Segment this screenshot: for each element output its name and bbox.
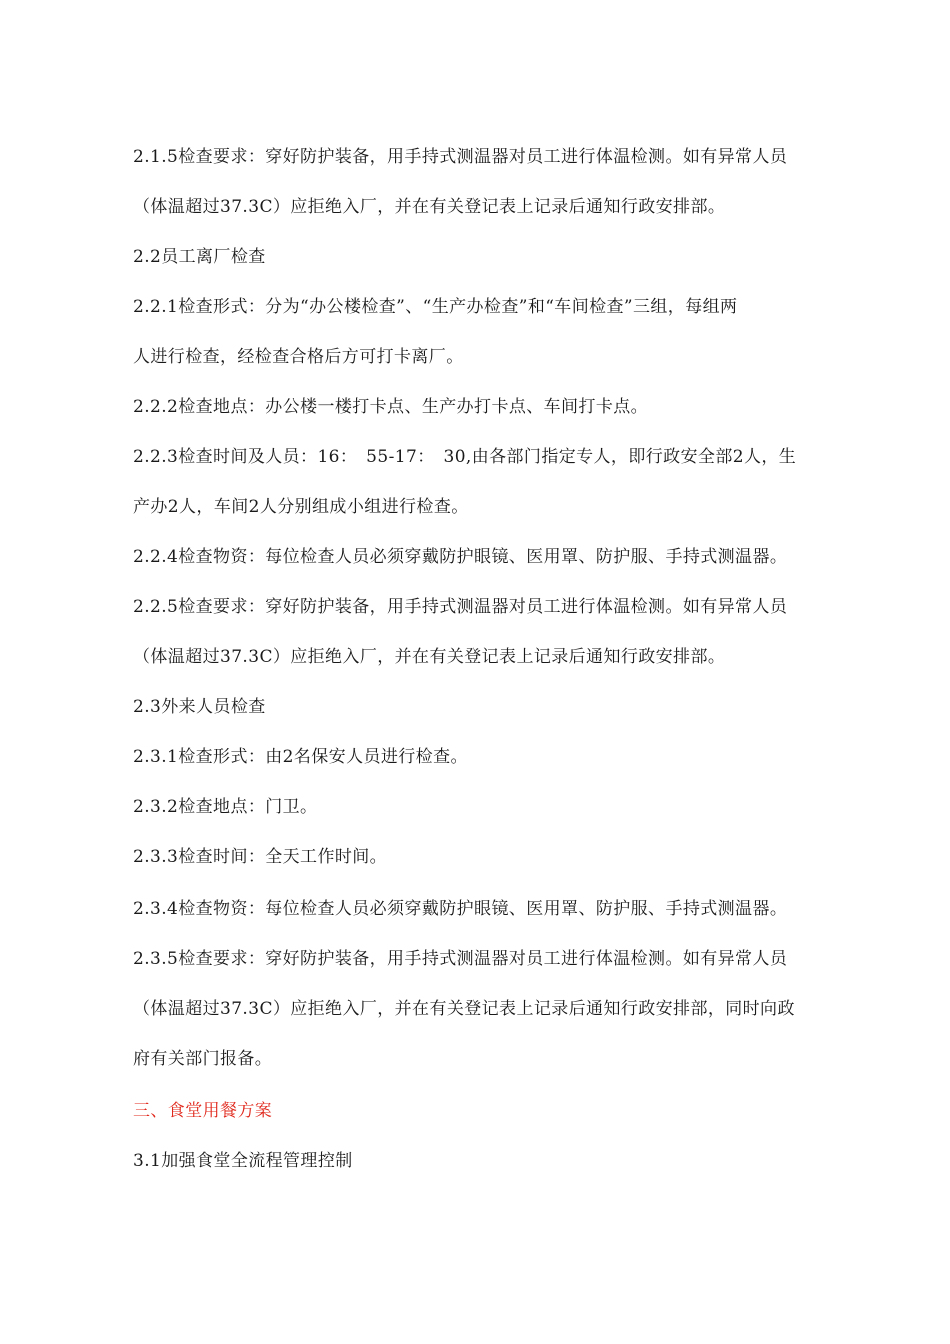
section-heading-2-3: 2.3外来人员检查 — [133, 697, 266, 717]
paragraph-2-2-2: 2.2.2检查地点：办公楼一楼打卡点、生产办打卡点、车间打卡点。 — [133, 397, 649, 417]
paragraph-2-2-3-line-2: 产办2人，车间2人分别组成小组进行检查。 — [133, 497, 469, 517]
paragraph-2-2-5-line-2: （体温超过37.3C）应拒绝入厂，并在有关登记表上记录后通知行政安排部。 — [133, 647, 726, 667]
paragraph-2-1-5-line-1: 2.1.5检查要求：穿好防护装备，用手持式测温器对员工进行体温检测。如有异常人员 — [133, 147, 788, 167]
paragraph-2-3-3: 2.3.3检查时间：全天工作时间。 — [133, 847, 388, 867]
paragraph-2-1-5-line-2: （体温超过37.3C）应拒绝入厂，并在有关登记表上记录后通知行政安排部。 — [133, 197, 726, 217]
paragraph-2-3-4: 2.3.4检查物资：每位检查人员必须穿戴防护眼镜、医用罩、防护服、手持式测温器。 — [133, 899, 788, 919]
paragraph-2-3-5-line-3: 府有关部门报备。 — [133, 1049, 273, 1069]
chapter-heading-3: 三、食堂用餐方案 — [133, 1101, 273, 1121]
paragraph-2-2-3-line-1: 2.2.3检查时间及人员：16： 55-17： 30,由各部门指定专人，即行政安全部2人，生 — [133, 447, 797, 467]
paragraph-2-3-2: 2.3.2检查地点：门卫。 — [133, 797, 318, 817]
section-heading-2-2: 2.2员工离厂检查 — [133, 247, 266, 267]
paragraph-2-3-1: 2.3.1检查形式：由2名保安人员进行检查。 — [133, 747, 468, 767]
paragraph-2-2-5-line-1: 2.2.5检查要求：穿好防护装备，用手持式测温器对员工进行体温检测。如有异常人员 — [133, 597, 788, 617]
paragraph-2-3-5-line-1: 2.3.5检查要求：穿好防护装备，用手持式测温器对员工进行体温检测。如有异常人员 — [133, 949, 788, 969]
paragraph-2-2-1-line-1: 2.2.1检查形式：分为“办公楼检查”、“生产办检查”和“车间检查”三组，每组两 — [133, 297, 738, 317]
section-heading-3-1: 3.1加强食堂全流程管理控制 — [133, 1151, 353, 1171]
paragraph-2-2-4: 2.2.4检查物资：每位检查人员必须穿戴防护眼镜、医用罩、防护服、手持式测温器。 — [133, 547, 788, 567]
paragraph-2-3-5-line-2: （体温超过37.3C）应拒绝入厂，并在有关登记表上记录后通知行政安排部，同时向政 — [133, 999, 795, 1019]
paragraph-2-2-1-line-2: 人进行检查，经检查合格后方可打卡离厂。 — [133, 347, 464, 367]
